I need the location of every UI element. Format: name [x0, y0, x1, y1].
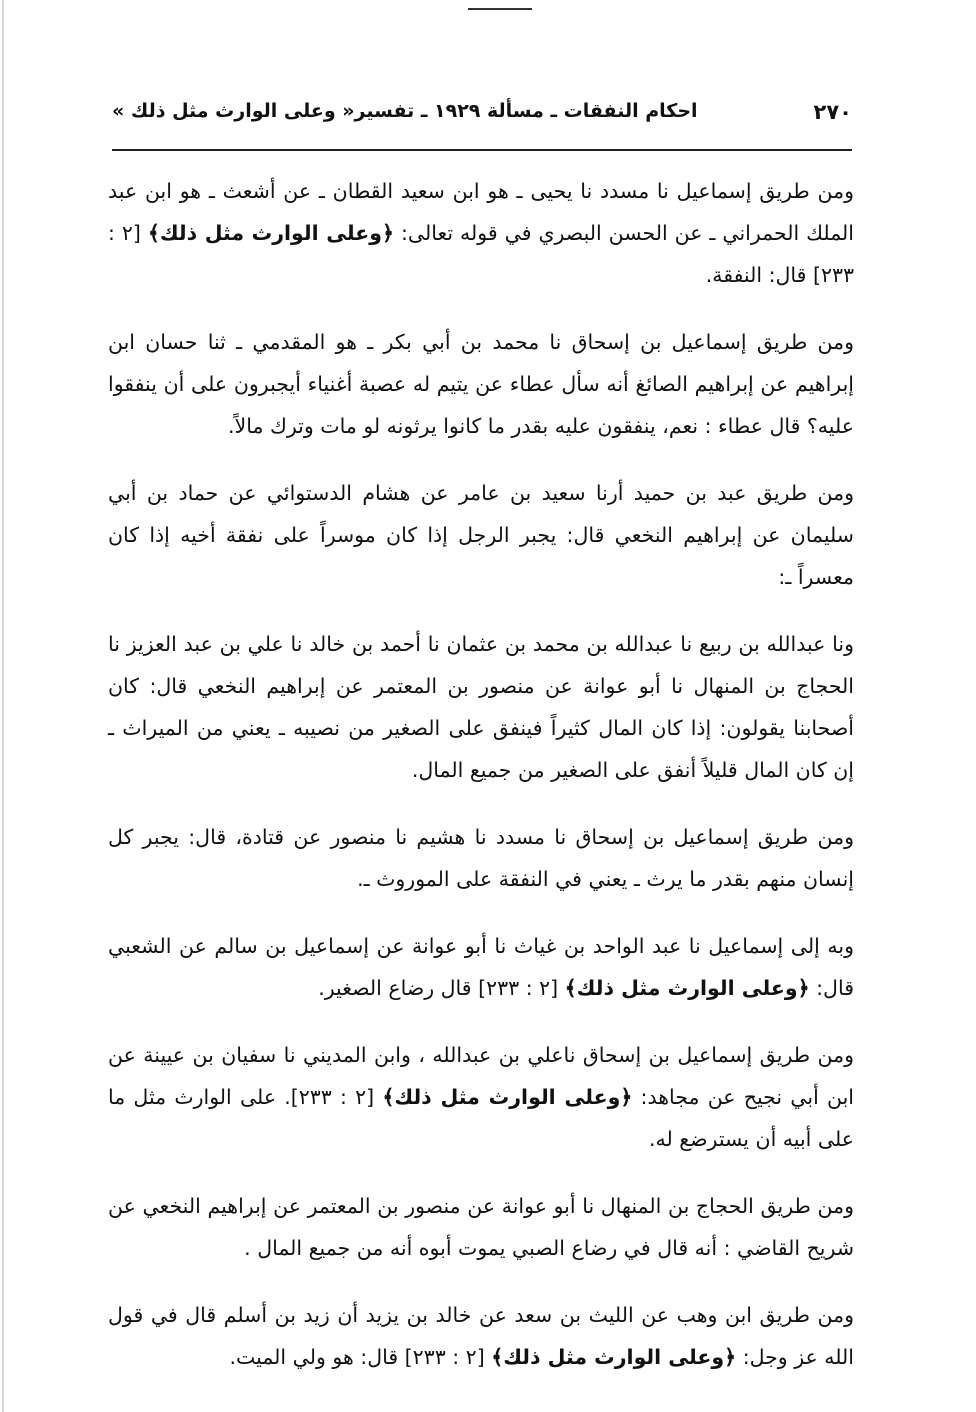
page-number: ٢٧٠ [813, 100, 852, 124]
paragraph-text: [٢ : ٢٣٣] قال: النفقة. [108, 221, 854, 287]
paragraph-text: ومن طريق الحجاج بن المنهال نا أبو عوانة عن منصور بن المعتمر عن إبراهيم النخعي عن شريح القاضي : أنه قال في رضاع الصبي يموت أبوه أنه من جميع المال . [108, 1194, 854, 1260]
paragraph-1 [108, 170, 854, 296]
paragraph-text: [٢ : ٢٣٣] قال رضاع الصغير. [318, 976, 565, 1000]
paragraph-text: وبه إلى إسماعيل نا عبد الواحد بن غياث نا أبو عوانة عن إسماعيل بن سالم عن الشعبي قال: [108, 934, 854, 1000]
quran-verse: ﴿وعلى الوارث مثل ذلك﴾ [147, 221, 395, 245]
paragraph-text: ومن طريق ابن وهب عن الليث بن سعد عن خالد بن يزيد أن زيد بن أسلم قال في قول الله عز وجل: [108, 1303, 854, 1369]
body-text [108, 170, 854, 1403]
quran-verse: ﴿وعلى الوارث مثل ذلك﴾ [382, 1085, 633, 1109]
paragraph-text: ونا عبدالله بن ربيع نا عبدالله بن محمد بن عثمان نا أحمد بن خالد نا علي بن عبد العزيز نا الحجاج بن المنهال نا أبو عوانة عن منصور بن المعتمر عن إبراهيم النخعي قال: كان أصحابنا يقولون: إذا كان المال كثيراً فينفق على الصغير من نصيبه ـ يعني من الميراث ـ إن كان المال قليلاً أنفق على الصغير من جميع المال. [108, 632, 854, 782]
paragraph-7 [108, 1034, 854, 1160]
paragraph-text: [٢ : ٢٣٣]. على الوارث مثل ما على أبيه أن يسترضع له. [108, 1085, 854, 1151]
quran-verse: ﴿وعلى الوارث مثل ذلك﴾ [491, 1345, 737, 1369]
paragraph-text: ومن طريق عبد بن حميد أرنا سعيد بن عامر عن هشام الدستوائي عن حماد بن أبي سليمان عن إبراهيم النخعي قال: يجبر الرجل إذا كان موسراً على نفقة أخيه إذا كان معسراً ـ: [108, 481, 854, 589]
page-header [112, 96, 852, 136]
paragraph-3 [108, 472, 854, 598]
scan-mark-top [468, 8, 532, 10]
paragraph-8 [108, 1185, 854, 1269]
paragraph-5 [108, 816, 854, 900]
paragraph-text: [٢ : ٢٣٣] قال: هو ولي الميت. [229, 1345, 492, 1369]
paragraph-text: ومن طريق إسماعيل نا مسدد نا يحيى ـ هو ابن سعيد القطان ـ عن أشعث ـ هو ابن عبد الملك الحمراني ـ عن الحسن البصري في قوله تعالى: [108, 179, 855, 245]
paragraph-9 [108, 1294, 854, 1378]
running-title: احكام النفقات ـ مسألة ١٩٢٩ ـ تفسير« وعلى الوارث مثل ذلك » [112, 100, 698, 122]
header-rule [112, 149, 852, 151]
paragraph-4 [108, 623, 854, 791]
paragraph-text: ومن طريق إسماعيل بن إسحاق نا محمد بن أبي بكر ـ هو المقدمي ـ ثنا حسان ابن إبراهيم عن إبراهيم الصائغ أنه سأل عطاء عن يتيم له عصبة أغنياء أيجبرون على أن ينفقوا عليه؟ قال عطاء : نعم، ينفقون عليه بقدر ما كانوا يرثونه لو مات وترك مالاً. [108, 330, 854, 438]
paragraph-text: ومن طريق إسماعيل بن إسحاق نا مسدد نا هشيم نا منصور عن قتادة، قال: يجبر كل إنسان منهم بقدر ما يرث ـ يعني في النفقة على الموروث ـ. [108, 825, 854, 891]
quran-verse: ﴿وعلى الوارث مثل ذلك﴾ [564, 976, 810, 1000]
paragraph-6 [108, 925, 854, 1009]
paragraph-text: ومن طريق إسماعيل بن إسحاق ناعلي بن عبدالله ، وابن المديني نا سفيان بن عيينة عن ابن أبي نجيح عن مجاهد: [108, 1043, 854, 1109]
scan-mark-left [2, 0, 4, 1412]
paragraph-2 [108, 321, 854, 447]
